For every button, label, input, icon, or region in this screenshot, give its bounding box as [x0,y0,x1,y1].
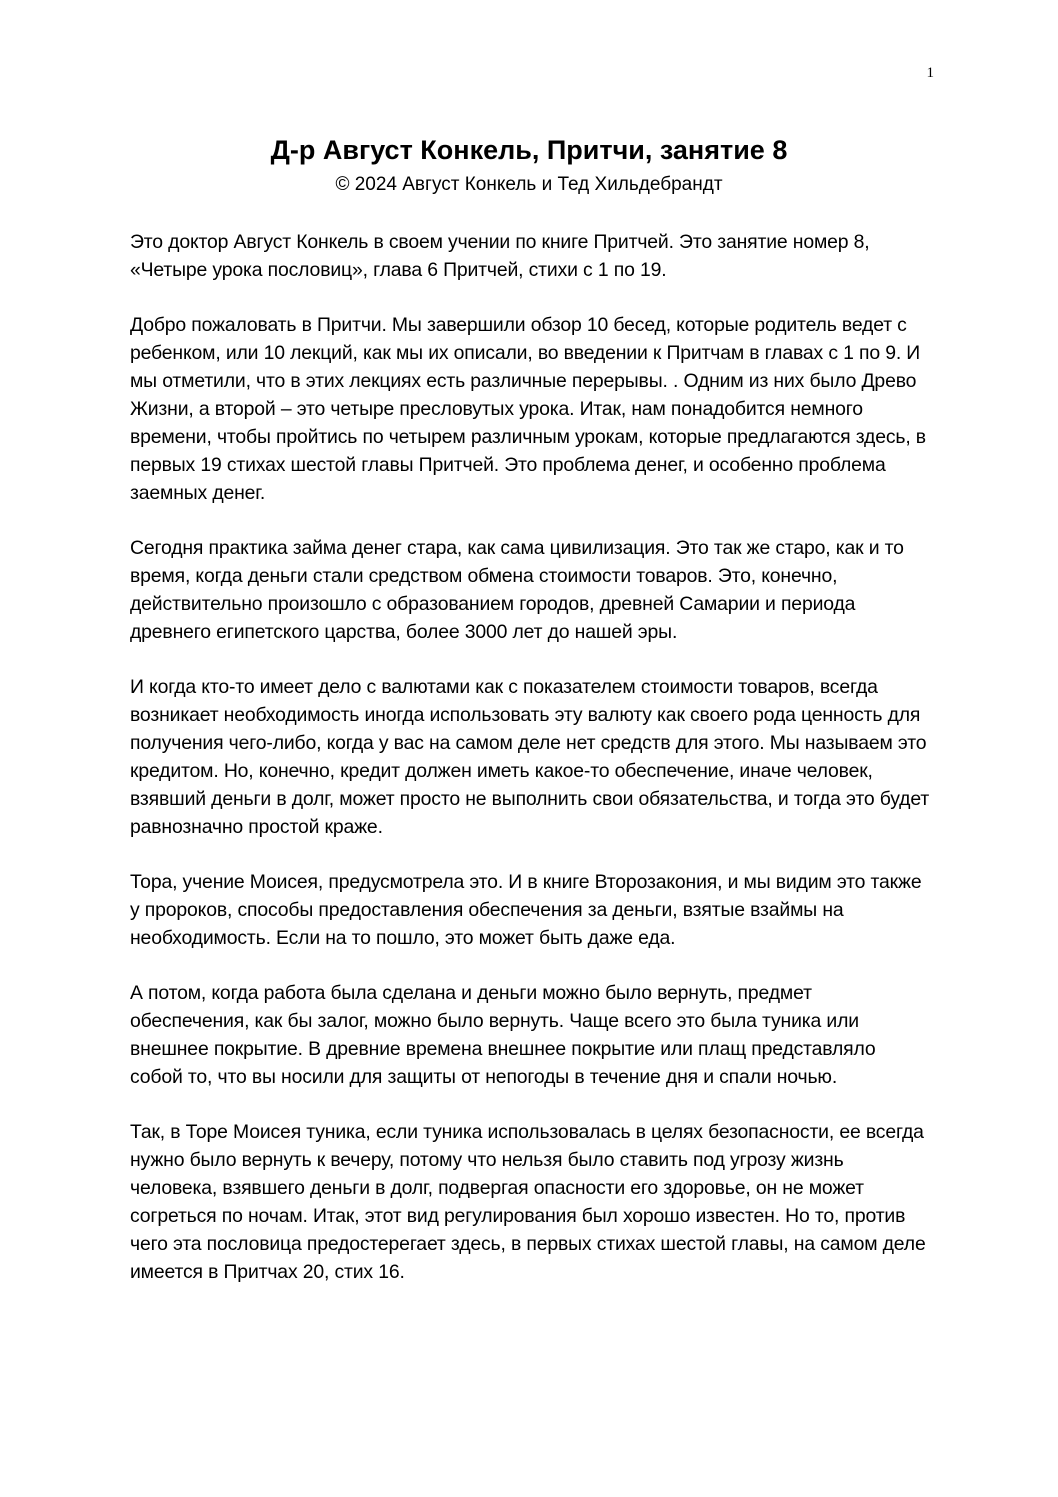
page-number: 1 [926,65,934,81]
paragraph: И когда кто-то имеет дело с валютами как с показателем стоимости товаров, всегда возникает необходимость иногда использовать эту валюту как своего рода ценность для получения чего-либо, когда у вас на самом деле нет средств для этого. Мы называем это кредитом. Но, конечно, кредит должен иметь какое-то обеспечение, иначе человек, взявший деньги в долг, может просто не выполнить свои обязательства, и тогда это будет равнозначно простой краже. [130,676,930,838]
paragraph: Тора, учение Моисея, предусмотрела это. И в книге Второзакония, и мы видим это также у пророков, способы предоставления обеспечения за деньги, взятые взаймы на необходимость. Если на то пошло, это может быть даже еда. [130,871,922,949]
paragraph: Сегодня практика займа денег стара, как сама цивилизация. Это так же старо, как и то время, когда деньги стали средством обмена стоимости товаров. Это, конечно, действительно произошло с образованием городов, древней Самарии и периода древнего египетского царства, более 3000 лет до нашей эры. [130,537,904,643]
paragraph: Добро пожаловать в Притчи. Мы завершили обзор 10 бесед, которые родитель ведет с ребенком, или 10 лекций, как мы их описали, во введении к Притчам в главах с 1 по 9. И мы отметили, что в этих лекциях есть различные перерывы. . Одним из них было Древо Жизни, а второй – это четыре пресловутых урока. Итак, нам понадобится немного времени, чтобы пройтись по четырем различным урокам, которые предлагаются здесь, в первых 19 стихах шестой главы Притчей. Это проблема денег, и особенно проблема заемных денег. [130,314,926,504]
paragraph: Так, в Торе Моисея туника, если туника использовалась в целях безопасности, ее всегда нужно было вернуть к вечеру, потому что нельзя было ставить под угрозу жизнь человека, взявшего деньги в долг, подвергая опасности его здоровье, он не может согреться по ночам. Итак, этот вид регулирования был хорошо известен. Но то, против чего эта пословица предостерегает здесь, в первых стихах шестой главы, на самом деле имеется в Притчах 20, стих 16. [130,1121,926,1283]
document-title: Д-р Август Конкель, Притчи, занятие 8 [270,135,788,165]
paragraph: А потом, когда работа была сделана и деньги можно было вернуть, предмет обеспечения, как бы залог, можно было вернуть. Чаще всего это была туника или внешнее покрытие. В древние времена внешнее покрытие или плащ представляло собой то, что вы носили для защиты от непогоды в течение дня и спали ночью. [130,982,876,1088]
body-text [130,228,930,1313]
copyright-line: © 2024 Август Конкель и Тед Хильдебрандт [335,174,723,195]
paragraph: Это доктор Август Конкель в своем учении по книге Притчей. Это занятие номер 8, «Четыре урока пословиц», глава 6 Притчей, стихи с 1 по 19. [130,231,870,281]
